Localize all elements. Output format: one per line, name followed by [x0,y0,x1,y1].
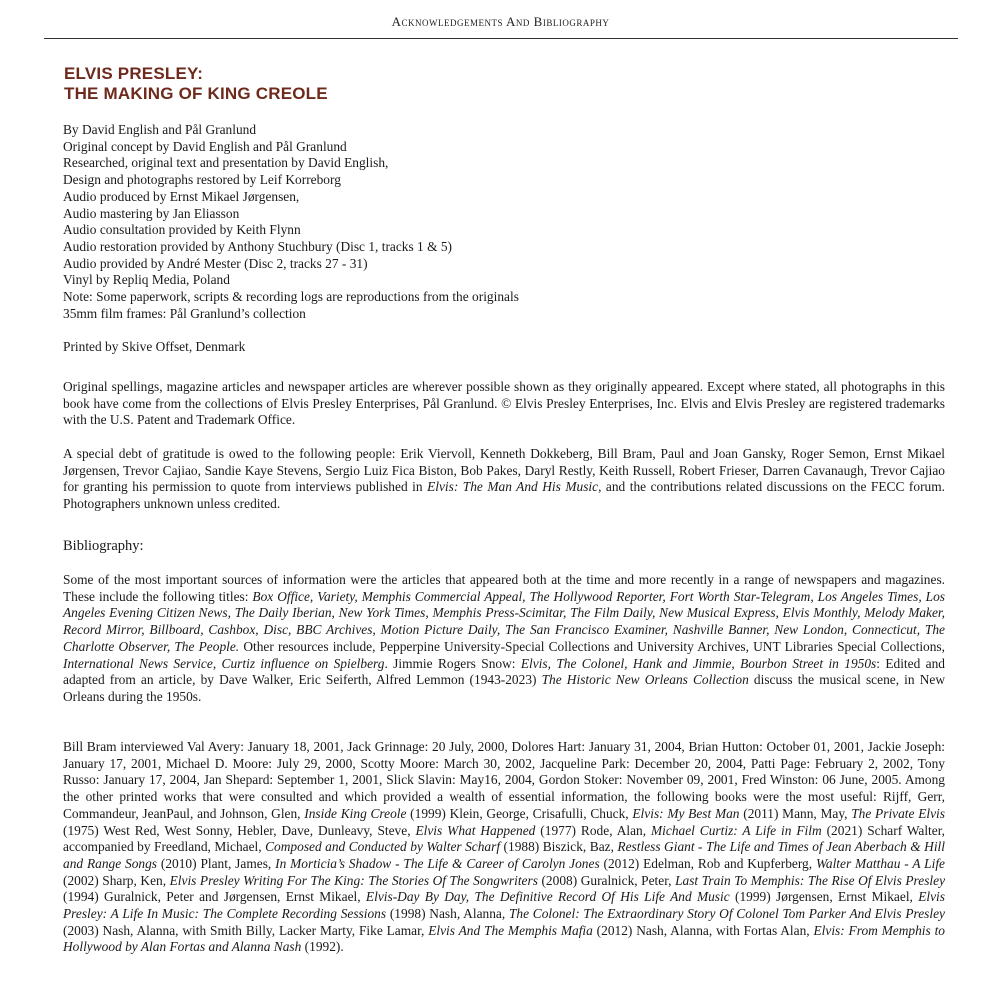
bibliography-text: (2012) Edelman, Rob and Kupferberg, [599,855,816,871]
book-title [64,64,328,104]
bibliography-text: (2002) Sharp, Ken, [63,872,170,888]
bibliography-text: (1992). [301,939,344,955]
credit-line: Audio produced by Ernst Mikael Jørgensen, [63,188,300,204]
gratitude-text: A special debt of gratitude is owed to the following people: Erik Viervoll, Kenneth Dokkeberg, Bill Bram, Paul and Joan Gansky, Roger Semon, Ernst Mikael Jørgensen, Trevor Cajiao, Sandie Kaye Stevens, Sergio Luiz Fica Biston, Bob Pakes, Daryl Restly, Keith Russell, Robert Frieser, Darren Cavanaugh, Trevor Cajiao for granting his permission to quote from interviews published in [63,446,945,495]
book-title-line-2: THE MAKING OF KING CREOLE [64,84,328,103]
printer-credit: Printed by Skive Offset, Denmark [63,339,246,354]
bibliography-text: . Jimmie Rogers Snow: [384,655,521,671]
bibliography-text: , [212,655,222,671]
credits-list [63,122,943,322]
credit-line: 35mm film frames: Pål Granlund’s collection [63,305,306,321]
credit-line: Audio mastering by Jan Eliasson [63,205,240,221]
bibliography-text: (1994) Guralnick, Peter and Jørgensen, Ernst Mikael, [63,889,366,905]
book-title-line-1: ELVIS PRESLEY: [64,64,204,83]
credit-line: Original concept by David English and Pål Granlund [63,138,347,154]
bibliography-text: (2008) Guralnick, Peter, [537,872,676,888]
cited-title: The Private Elvis [851,805,945,821]
bibliography-text: Other resources include, Pepperpine University-Special Collections and University Archives, UNT Libraries Special Collections, [239,638,945,654]
bibliography-text: (2010) Plant, James, [157,855,276,871]
bibliography-text: (1999) Klein, George, Crisafulli, Chuck, [406,805,633,821]
cited-title: Walter Matthau - A Life [815,855,945,871]
bibliography-text: Some of the most important sources of information were the articles that appeared both at the time and more recently in a range of newspapers and magazines. These include the following titles: [63,572,945,604]
gratitude-publication: Elvis: The Man And His Music [427,479,599,495]
cited-title: The Colonel: The Extraordinary Story Of Colonel Tom Parker And Elvis Presley [508,906,945,922]
cited-title: Box Office, Variety, Memphis Commercial Appeal, The Hollywood Reporter, Fort Worth Star-Telegram, Los Angeles Times, Los Angeles Evening Citizen News, The Daily Iberian, New York Times, Memphis Press-Scimitar, The Film Daily, New Musical Express, Elvis Monthly, Melody Maker, Record Mirror, Billboard, Cashbox, Disc, BBC Archives, Motion Picture Daily, The San Francisco Examiner, Nashville Banner, New London, Connecticut, The Charlotte Observer, The People. [63,588,945,654]
credit-line: Researched, original text and presentation by David English, [63,155,389,171]
bibliography-text: (1977) Rode, Alan, [535,822,652,838]
cited-title: Elvis: My Best Man [632,805,740,821]
bibliography-text: (1998) Nash, Alanna, [386,906,509,922]
credit-line: Audio consultation provided by Keith Flynn [63,222,301,238]
cited-title: Inside King Creole [304,805,407,821]
cited-title: Elvis Presley: A Life In Music: The Complete Recording Sessions [63,889,945,922]
credit-line: Vinyl by Repliq Media, Poland [63,272,230,288]
running-header: Acknowledgements And Bibliography [391,14,610,29]
cited-title: Curtiz influence on Spielberg [221,655,385,671]
cited-title: Elvis Presley Writing For The King: The Stories Of The Songwriters [169,872,538,888]
bibliography-text: (1988) Biszick, Baz, [500,839,618,855]
bibliography-text: (1999) Jørgensen, Ernst Mikael, [729,889,919,905]
header-rule [44,38,958,39]
works-paragraph [63,739,945,956]
cited-title: Last Train To Memphis: The Rise Of Elvis Presley [675,872,946,888]
cited-title: Elvis-Day By Day, The Definitive Record Of His Life And Music [365,889,730,905]
bibliography-text: : Edited and adapted from an article, by Dave Walker, Eric Seiferth, Alfred Lemmon (1943-2023) [63,655,945,688]
credit-line: Audio restoration provided by Anthony Stuchbury (Disc 1, tracks 1 & 5) [63,238,453,254]
cited-title: International News Service [63,655,213,671]
cited-title: Restless Giant - The Life and Times of Jean Aberbach & Hill and Range Songs [63,839,945,871]
cited-title: In Morticia’s Shadow - The Life & Career of Carolyn Jones [275,855,600,871]
bibliography-text: (2003) Nash, Alanna, with Smith Billy, Lacker Marty, Fike Lamar, [63,922,429,938]
cited-title: Elvis, The Colonel, Hank and Jimmie [520,655,732,671]
bibliography-heading: Bibliography: [63,538,144,554]
cited-title: The Historic New Orleans Collection [541,672,749,688]
bibliography-text: , [731,655,741,671]
cited-title: Elvis What Happened [415,822,536,838]
bibliography-text: (2012) Nash, Alanna, with Fortas Alan, [592,922,814,938]
gratitude-text-end: , and the contributions related discussions on the FECC forum. Photographers unknown unless credited. [63,479,945,512]
cited-title: Elvis And The Memphis Mafia [428,922,593,938]
cited-title: Michael Curtiz: A Life in Film [651,822,822,838]
bibliography-text: (1975) West Red, West Sonny, Hebler, Dave, Dunleavy, Steve, [63,822,416,838]
cited-title: Bourbon Street in 1950s [740,655,877,671]
credit-line: Audio provided by André Mester (Disc 2, tracks 27 - 31) [63,255,368,271]
bibliography-text: discuss the musical scene, in New Orleans during the 1950s. [63,672,945,704]
cited-title: Elvis: From Memphis to Hollywood by Alan Fortas and Alanna Nash [63,922,945,955]
rights-paragraph: Original spellings, magazine articles and newspaper articles are wherever possible shown as they originally appeared. Except where stated, all photographs in this book have come from the collections of Elvis Presley Enterprises, Pål Granlund. © Elvis Presley Enterprises, Inc. Elvis and Elvis Presley are registered trademarks with the U.S. Patent and Trademark Office. [63,379,945,428]
cited-title: Composed and Conducted by Walter Scharf [265,839,501,855]
sources-paragraph [63,572,945,706]
credit-line: By David English and Pål Granlund [63,122,257,137]
credit-line: Note: Some paperwork, scripts & recording logs are reproductions from the originals [63,289,519,305]
bibliography-text: Bill Bram interviewed Val Avery: January 18, 2001, Jack Grinnage: 20 July, 2000, Dolores Hart: January 31, 2004, Brian Hutton: October 01, 2001, Jackie Joseph: January 17, 2001, Michael D. Moore: July 29, 2000, Scotty Moore: March 30, 2002, Jacqueline Park: December 20, 2004, Patti Page: February 2, 2002, Tony Russo: January 17, 2004, Jan Shepard: September 1, 2001, Slick Slavin: May16, 2004, Gordon Stoker: November 09, 2001, Fred Winston: 06 June, 2005. Among the other printed works that were consulted and which provided a wealth of essential information, the following books were the most useful: Rijff, Gerr, Commandeur, JeanPaul, and Johnson, Glen, [63,739,945,821]
credit-line: Design and photographs restored by Leif Korreborg [63,172,341,188]
gratitude-paragraph [63,446,945,513]
bibliography-text: (2021) Scharf Walter, accompanied by Freedland, Michael, [63,822,945,855]
bibliography-text: (2011) Mann, May, [739,805,852,821]
